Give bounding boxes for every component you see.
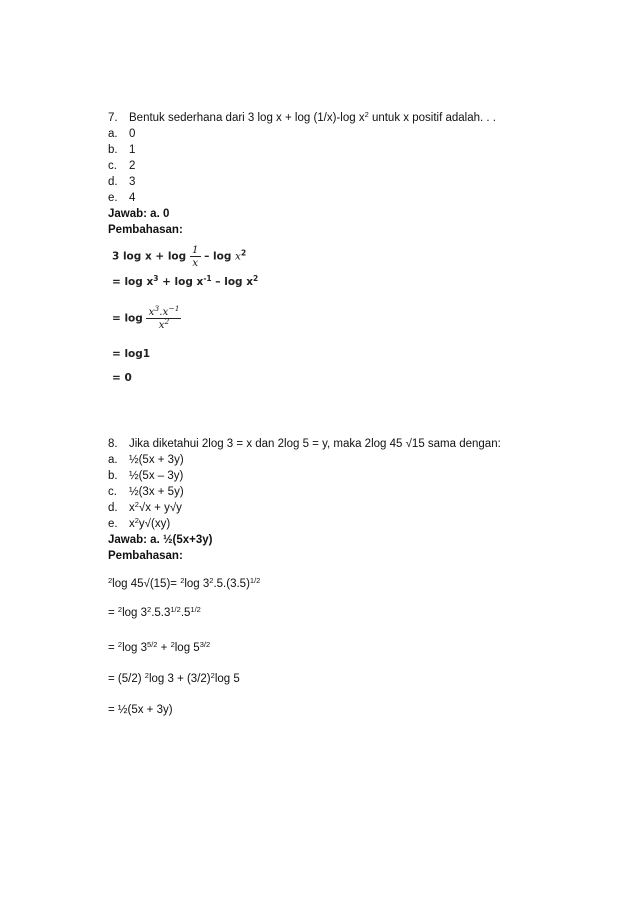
answer: Jawab: a. 0 [108,208,170,220]
solution-step-4: = (5/2) $^2$log $3 + (3/2)^2\log$ 5 [108,671,240,685]
option-d: d. 3 [108,176,136,188]
question-number: 8. [108,438,118,450]
solution-step-1: $^2$log 45√(15)= $^2$log $3^2.5.(3.5)^{1/2}$ [108,576,261,590]
option-b: b. ½(5x – 3y) [108,470,184,482]
option-a: a. 0 [108,128,136,140]
option-e: e. $x^2y√(xy)$ [108,516,171,530]
answer: Jawab: a. ½(5x+3y) [108,534,213,546]
question-8-stem [108,436,578,452]
option-d: d. $x^2√x + y√y$ [108,500,182,514]
option-c: c. 2 [108,160,136,172]
solution-line-3: = log $\frac{x^3.x^{-1}}{x^2}$ [112,304,180,331]
solution-line-4: = log1 [112,348,151,360]
fraction: $\frac{1}{x}$ [191,244,199,269]
solution-line-5: = 0 [112,372,132,384]
question-7-stem [108,110,578,126]
question-8 [108,436,578,564]
option-e: e. 4 [108,192,136,204]
option-b: b. 1 [108,144,136,156]
fraction: $\frac{x^3.x^{-1}}{x^2}$ [148,304,180,331]
superscript: 2 [364,110,369,119]
question-text: Jika diketahui 2log 3 = x dan 2log 5 = y, maka 2log 45 √15 sama dengan: [129,438,501,450]
discussion-label: Pembahasan: [108,550,183,562]
question-text: Bentuk sederhana dari 3 log x + log (1/x)-log x [129,112,365,124]
option-a: a. ½(5x + 3y) [108,454,184,466]
solution-line-2: = $\log x^3 + \log x^{-1} - \log x^2$ [112,274,259,288]
solution-line-1: 3 log x + log $\frac{1}{x}$ – $\log x^2$ [112,244,247,269]
solution-step-5: = ½(5x + 3y) [108,704,173,716]
option-c: c. ½(3x + 5y) [108,486,184,498]
solution-step-3: = $^2$log $3^{5/2} + ^2\log$ $5^{3/2}$ [108,640,211,654]
solution-step-2: = $^2$log $3^2.5.3^{1/2}.5^{1/2}$ [108,605,201,619]
question-text-end: untuk x positif adalah. . . [368,112,496,124]
solution-image [112,238,262,388]
discussion-label: Pembahasan: [108,224,183,236]
question-7 [108,110,578,238]
question-number: 7. [108,112,118,124]
